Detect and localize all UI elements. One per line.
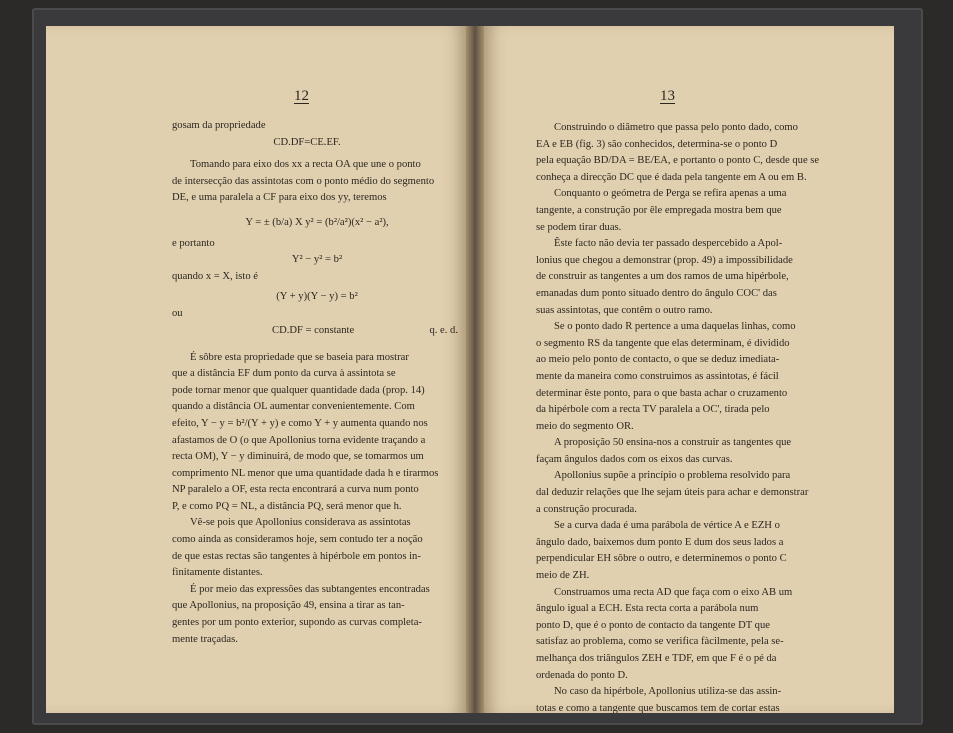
- page-number: 13: [660, 88, 675, 104]
- text-line: tangente, a construção por êle empregada mostra bem que: [536, 204, 782, 216]
- text-line: quando x = X, isto é: [172, 270, 259, 282]
- text-line: suas assintotas, que contêm o outro ramo.: [536, 304, 713, 316]
- text-line: finitamente distantes.: [172, 567, 263, 579]
- text-line: quando a distância OL aumentar convenientemente. Com: [172, 401, 415, 413]
- text-line: melhança dos triângulos ZEH e TDF, em que F é o pé da: [536, 653, 777, 664]
- equation: CD.DF=CE.EF.: [273, 136, 341, 148]
- text-line: ângulo dado, baixemos dum ponto E dum dos seus lados a: [536, 536, 784, 548]
- equation: Y² − y² = b²: [291, 254, 343, 266]
- text-line: e portanto: [172, 237, 215, 249]
- text-line: P, e como PQ = NL, a distância PQ, será menor que h.: [172, 500, 402, 512]
- page-number: 12: [294, 88, 309, 104]
- text-line: ou: [172, 307, 183, 319]
- equation-row: [172, 323, 462, 340]
- text-line: perpendicular EH sôbre o outro, e determinemos o ponto C: [536, 553, 787, 565]
- right-page-text: [536, 120, 860, 713]
- text-line: emanadas dum ponto situado dentro do ângulo COC' das: [536, 287, 777, 299]
- text-line: satisfaz ao problema, como se verifica fàcilmente, pela se-: [536, 636, 784, 648]
- text-line: ângulo igual a ECH. Esta recta corta a parábola num: [536, 603, 759, 615]
- text-line: EA e EB (fig. 3) são conhecidos, determina-se o ponto D: [536, 138, 778, 150]
- text-line: dal deduzir relações que lhe sejam úteis para achar e demonstrar: [536, 487, 809, 499]
- text-line: lonius que chegou a demonstrar (prop. 49) a impossibilidade: [536, 254, 793, 266]
- text-line: totas e como a tangente que buscamos tem de cortar estas: [536, 702, 780, 713]
- text-line: Se a curva dada é uma parábola de vértice A e EZH o: [554, 520, 780, 532]
- equation: Y = ± (b/a) X y² = (b²/a²)(x² − a²),: [245, 216, 389, 228]
- text-line: Êste facto não devia ter passado despercebido a Apol-: [554, 238, 783, 250]
- text-line: Conquanto o geómetra de Perga se refira apenas a uma: [554, 188, 787, 200]
- text-line: efeito, Y − y = b²/(Y + y) e como Y + y aumenta quando nos: [172, 417, 428, 429]
- text-line: que Apollonius, na proposição 49, ensina a tirar as tan-: [172, 600, 405, 612]
- text-line: mente traçadas.: [172, 633, 238, 645]
- text-line: Vê-se pois que Apollonius considerava as assintotas: [190, 517, 411, 529]
- text-line: ao meio pelo ponto de contacto, o que se deduz imediata-: [536, 354, 780, 366]
- text-line: No caso da hipérbole, Apollonius utiliza-se das assin-: [554, 686, 782, 698]
- text-line: se podem tirar duas.: [536, 221, 622, 233]
- text-line: gosam da propriedade: [172, 120, 266, 131]
- text-line: meio de ZH.: [536, 570, 590, 582]
- text-line: Apollonius supõe a princípio o problema resolvido para: [554, 470, 791, 482]
- text-line: Construamos uma recta AD que faça com o eixo AB um: [554, 586, 793, 598]
- text-line: pela equação BD/DA = BE/EA, e portanto o ponto C, desde que se: [536, 155, 820, 167]
- left-page: [46, 26, 466, 713]
- text-line: meio do segmento OR.: [536, 420, 634, 432]
- text-line: como ainda as consideramos hoje, sem contudo ter a noção: [172, 534, 423, 546]
- text-line: de intersecção das assintotas com o ponto médio do segmento: [172, 175, 435, 187]
- text-line: Construindo o diâmetro que passa pelo ponto dado, como: [554, 122, 798, 133]
- right-page: [484, 26, 894, 713]
- text-line: de que estas rectas são tangentes à hipérbole em pontos in-: [172, 550, 421, 562]
- left-page-text: [172, 118, 462, 648]
- text-line: ponto D, que é o ponto de contacto da tangente DT que: [536, 619, 770, 631]
- text-line: comprimento NL menor que uma quantidade dada h e tirarmos: [172, 467, 439, 479]
- qed: q. e. d.: [429, 324, 458, 336]
- equation: CD.DF = constante: [272, 324, 355, 336]
- text-line: pode tornar menor que qualquer quantidade dada (prop. 14): [172, 384, 425, 396]
- text-line: da hipérbole com a recta TV paralela a OC', tirada pelo: [536, 404, 770, 416]
- text-line: afastamos de O (o que Apollonius torna evidente traçando a: [172, 434, 426, 446]
- text-line: gentes por um ponto exterior, supondo as curvas completa-: [172, 617, 422, 629]
- text-line: É por meio das expressões das subtangentes encontradas: [190, 583, 430, 595]
- text-line: DE, e uma paralela a CF para eixo dos yy, teremos: [172, 192, 387, 204]
- text-line: Tomando para eixo dos xx a recta OA que une o ponto: [190, 159, 421, 171]
- text-line: É sôbre esta propriedade que se baseia para mostrar: [190, 351, 409, 363]
- book-gutter: [466, 26, 484, 713]
- text-line: mente da maneira como construimos as assintotas, é fácil: [536, 370, 779, 382]
- text-line: façam ângulos dados com os eixos das curvas.: [536, 453, 733, 465]
- equation: (Y + y)(Y − y) = b²: [276, 291, 358, 303]
- text-line: de construir as tangentes a um dos ramos de uma hipérbole,: [536, 271, 789, 283]
- text-line: ordenada do ponto D.: [536, 669, 628, 681]
- text-line: NP paralelo a OF, esta recta encontrará a curva num ponto: [172, 484, 419, 496]
- text-line: A proposição 50 ensina-nos a construir as tangentes que: [554, 437, 792, 449]
- text-line: a construção procurada.: [536, 503, 637, 515]
- text-line: determinar êste ponto, para o que basta achar o cruzamento: [536, 387, 788, 399]
- text-line: que a distância EF dum ponto da curva à assintota se: [172, 368, 396, 380]
- text-line: recta OM), Y − y diminuirá, de modo que, se tomarmos um: [172, 451, 424, 463]
- text-line: conheça a direcção DC que é dada pela tangente em A ou em B.: [536, 171, 807, 183]
- text-line: Se o ponto dado R pertence a uma daquelas linhas, como: [554, 321, 796, 333]
- text-line: o segmento RS da tangente que elas determinam, é dividido: [536, 337, 790, 349]
